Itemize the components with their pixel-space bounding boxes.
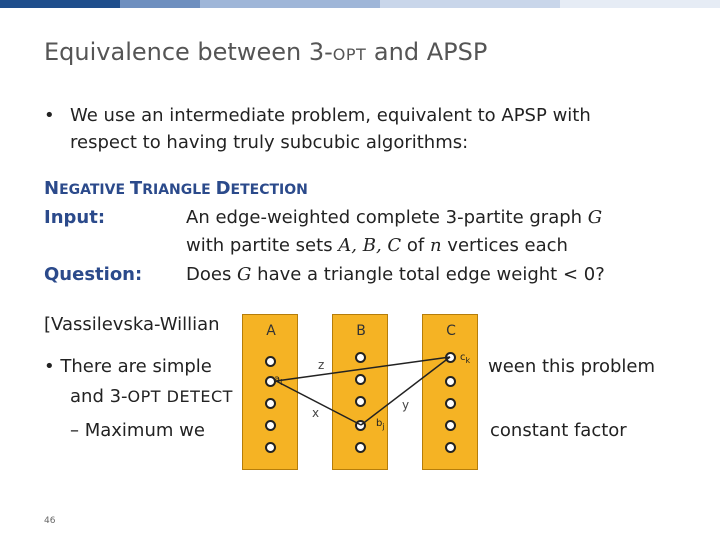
vertex-label-bj: $b_j$ — [376, 418, 385, 431]
input-label: Input: — [44, 207, 106, 228]
bullet-dot: • — [44, 105, 55, 126]
question-label: Question: — [44, 264, 143, 285]
problem-name: NEGATIVE TRIANGLE DETECTION — [44, 178, 308, 199]
subbullet-left: – Maximum we — [70, 420, 205, 441]
slide-title: Equivalence between 3-OPT and APSP — [44, 38, 488, 66]
bullet1-line2: respect to having truly subcubic algorithms: — [70, 132, 469, 153]
question-text: Does G have a triangle total edge weight < 0? — [186, 264, 605, 285]
triangle-edges — [234, 312, 484, 472]
partite-label-c: C — [446, 323, 456, 339]
bullet1-line1: We use an intermediate problem, equivalent to APSP with — [70, 105, 591, 126]
topbar-segment-3 — [200, 0, 380, 8]
partite-label-b: B — [356, 323, 366, 339]
reference-citation: [Vassilevska-Willian — [44, 314, 220, 335]
topbar-segment-1 — [0, 0, 120, 8]
input-line2: with partite sets A, B, C of n vertices each — [186, 235, 568, 256]
vertex-label-ai: $a_i$ — [274, 374, 283, 387]
edge-label-z: z — [318, 358, 325, 372]
topbar-segment-5 — [560, 0, 720, 8]
subbullet-right: constant factor — [490, 420, 627, 441]
bullet2-line2: and 3-OPT DETECT — [70, 386, 233, 407]
tripartite-graph-figure — [234, 312, 484, 472]
vertex-label-ck: $c_k$ — [460, 352, 471, 365]
page-number: 46 — [44, 516, 56, 526]
edge-label-y: y — [402, 398, 410, 412]
top-decoration-bar — [0, 0, 720, 16]
partite-label-a: A — [266, 323, 276, 339]
bullet2-left: • There are simple — [44, 356, 212, 377]
topbar-segment-2 — [120, 0, 200, 8]
bullet2-right: ween this problem — [488, 356, 656, 377]
edge-label-x: x — [312, 406, 320, 420]
input-line1: An edge-weighted complete 3-partite graph G — [186, 207, 603, 228]
topbar-segment-4 — [380, 0, 560, 8]
